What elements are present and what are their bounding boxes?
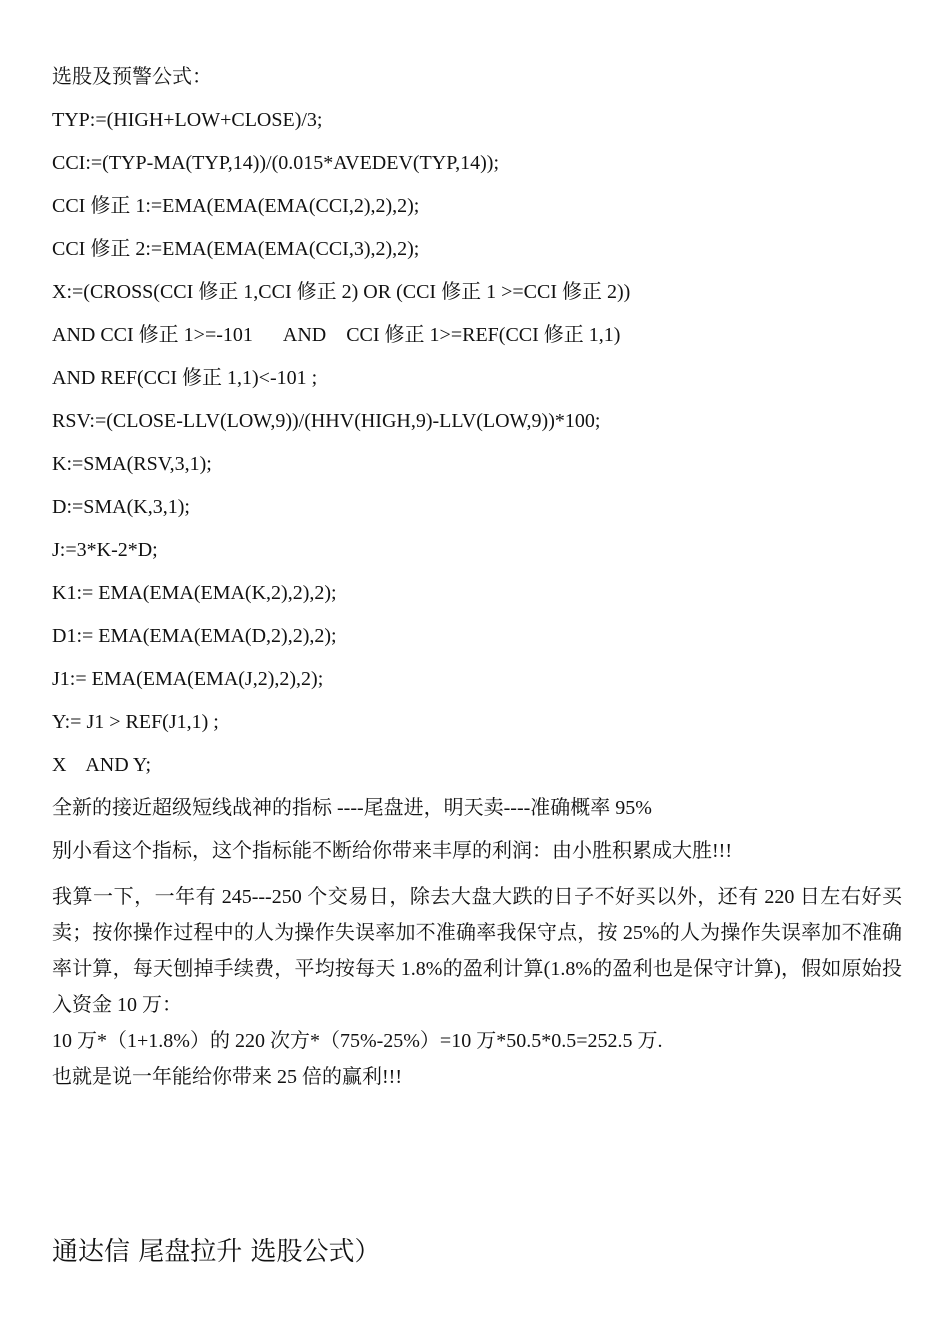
promo-line: 全新的接近超级短线战神的指标 ----尾盘进，明天卖----准确概率 95% — [52, 797, 652, 819]
formula-line: K1:= EMA(EMA(EMA(K,2),2),2); — [52, 582, 337, 604]
formula-line: D1:= EMA(EMA(EMA(D,2),2),2); — [52, 625, 337, 647]
formula-line: J1:= EMA(EMA(EMA(J,2),2),2); — [52, 668, 324, 690]
formula-line: Y:= J1 > REF(J1,1) ; — [52, 711, 219, 733]
formula-line: D:=SMA(K,3,1); — [52, 496, 190, 518]
formula-line: RSV:=(CLOSE-LLV(LOW,9))/(HHV(HIGH,9)-LLV(LOW,9))*100; — [52, 410, 601, 432]
section-heading: 通达信 尾盘拉升 选股公式） — [52, 1237, 381, 1267]
formula-result: 10 万*（1+1.8%）的 220 次方*（75%-25%）=10 万*50.5*0.5=252.5 万. — [52, 1030, 663, 1052]
formula-title: 选股及预警公式： — [52, 66, 212, 88]
formula-line: X:=(CROSS(CCI 修正 1,CCI 修正 2) OR (CCI 修正 1 >=CCI 修正 2)) — [52, 281, 631, 303]
formula-line: CCI 修正 1:=EMA(EMA(EMA(CCI,2),2),2); — [52, 195, 420, 217]
calculation-paragraph: 我算一下，一年有 245---250 个交易日，除去大盘大跌的日子不好买以外，还有 220 日左右好买卖；按你操作过程中的人为操作失误率加不准确率我保守点，按 25%的人为操作失误率加不准确率计算，每天刨掉手续费，平均按每天 1.8%的盈利计算(1.8%的盈利也是保守计算)，假如原始投入资金 10 万： — [52, 886, 902, 1016]
formula-line: AND REF(CCI 修正 1,1)<-101 ; — [52, 367, 318, 389]
formula-line: J:=3*K-2*D; — [52, 539, 158, 561]
conclusion: 也就是说一年能给你带来 25 倍的赢利!!! — [52, 1066, 402, 1088]
formula-line: X AND Y; — [52, 754, 152, 776]
promo-line: 别小看这个指标，这个指标能不断给你带来丰厚的利润：由小胜积累成大胜!!! — [52, 840, 732, 862]
document-body — [52, 56, 902, 1095]
formula-line: CCI:=(TYP-MA(TYP,14))/(0.015*AVEDEV(TYP,14)); — [52, 152, 500, 174]
formula-line: TYP:=(HIGH+LOW+CLOSE)/3; — [52, 109, 323, 131]
formula-line: K:=SMA(RSV,3,1); — [52, 453, 212, 475]
formula-line: AND CCI 修正 1>=-101 AND CCI 修正 1>=REF(CCI 修正 1,1) — [52, 324, 621, 346]
formula-line: CCI 修正 2:=EMA(EMA(EMA(CCI,3),2),2); — [52, 238, 420, 260]
